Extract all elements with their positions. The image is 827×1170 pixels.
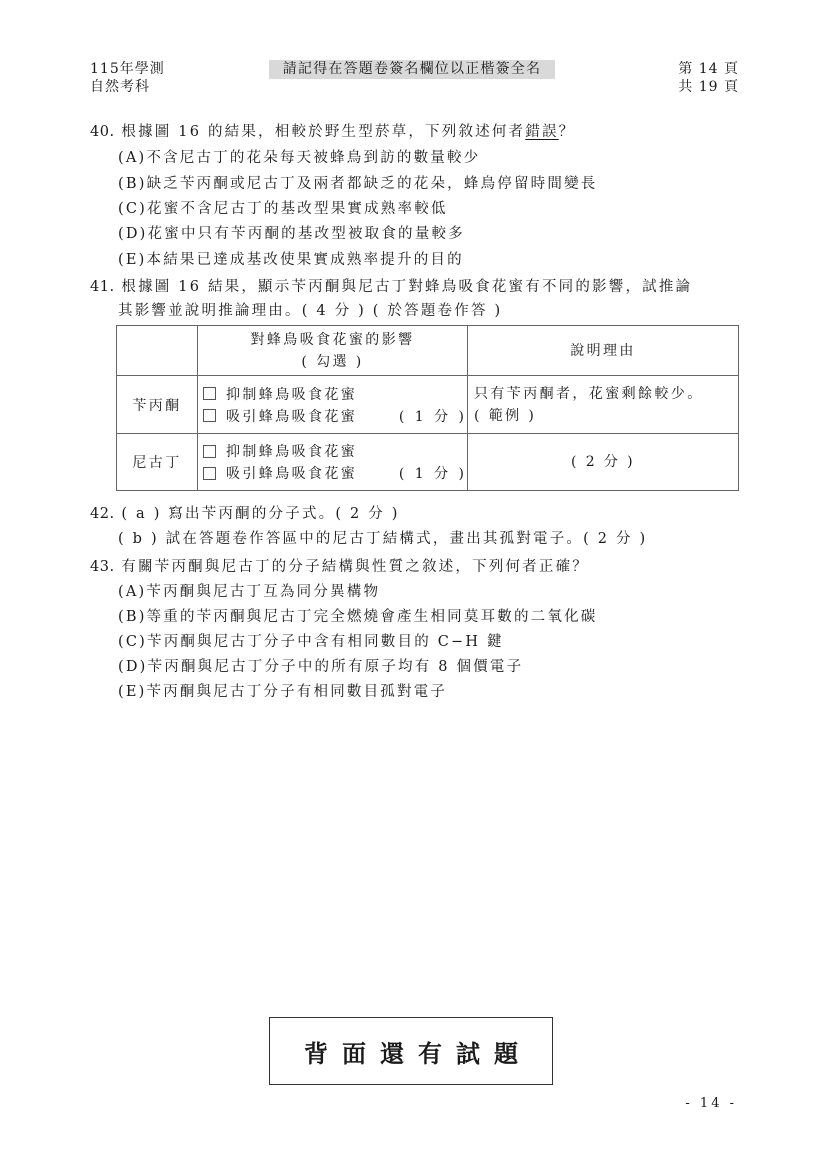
q43-option-a: (A)苄丙酮與尼古丁互為同分異構物 xyxy=(118,584,381,600)
total-pages: 共 19 頁 xyxy=(678,79,739,95)
points-label: ( 1 分 ) xyxy=(398,408,467,425)
reason-cell xyxy=(468,376,739,434)
compound-cell: 尼古丁 xyxy=(117,434,198,491)
choice-inhibit[interactable] xyxy=(198,383,467,405)
effect-choice-cell xyxy=(198,376,468,434)
exam-title: 115年學測 xyxy=(90,61,165,77)
reason-text: 只有苄丙酮者，花蜜剩餘較少。 xyxy=(474,385,704,402)
choice-attract[interactable] xyxy=(198,405,467,427)
question-41-stem xyxy=(90,275,692,299)
question-number: 42. xyxy=(90,506,115,522)
q40-option-b: (B)缺乏苄丙酮或尼古丁及兩者都缺乏的花朵，蜂鳥停留時間變長 xyxy=(118,176,598,192)
question-41-stem-line-2: 其影響並說明推論理由。( 4 分 ) ( 於答題卷作答 ) xyxy=(118,303,503,319)
q43-option-b: (B)等重的苄丙酮與尼古丁完全燃燒會產生相同莫耳數的二氧化碳 xyxy=(118,609,598,625)
q40-option-c: (C)花蜜不含尼古丁的基改型果實成熟率較低 xyxy=(118,201,448,217)
header-reason-cell: 說明理由 xyxy=(468,326,739,376)
table-row xyxy=(117,434,739,491)
table-row xyxy=(117,376,739,434)
reason-cell: ( 2 分 ) xyxy=(468,434,739,491)
question-40-stem xyxy=(90,120,575,144)
exam-subject: 自然考科 xyxy=(90,79,150,95)
checkbox-icon[interactable] xyxy=(203,387,216,400)
exam-header-right xyxy=(678,60,739,96)
table-header-row xyxy=(117,326,739,376)
choice-attract[interactable] xyxy=(198,462,467,484)
reason-example-tag: ( 範例 ) xyxy=(474,407,537,424)
checkbox-icon[interactable] xyxy=(203,409,216,422)
stem-text: 根據圖 16 的結果，相較於野生型菸草，下列敘述何者 xyxy=(121,124,526,140)
more-questions-notice: 背面還有試題 xyxy=(269,1017,553,1085)
choice-label: 抑制蜂鳥吸食花蜜 xyxy=(226,386,358,403)
stem-text: 有關苄丙酮與尼古丁的分子結構與性質之敘述，下列何者正確？ xyxy=(121,559,589,575)
points-label: ( 1 分 ) xyxy=(398,466,467,482)
header-effect-sublabel: ( 勾選 ) xyxy=(301,353,364,370)
exam-header-left xyxy=(90,60,165,96)
header-effect-label: 對蜂鳥吸食花蜜的影響 xyxy=(250,331,415,348)
question-number: 43. xyxy=(90,559,115,575)
checkbox-icon[interactable] xyxy=(203,445,216,458)
q40-option-d: (D)花蜜中只有苄丙酮的基改型被取食的量較多 xyxy=(118,226,465,242)
q40-option-e: (E)本結果已達成基改使果實成熟率提升的目的 xyxy=(118,252,464,268)
q43-option-d: (D)苄丙酮與尼古丁分子中的所有原子均有 8 個價電子 xyxy=(118,659,524,675)
header-blank-cell xyxy=(117,326,198,376)
choice-label: 吸引蜂鳥吸食花蜜 xyxy=(226,466,358,482)
question-42-part-a xyxy=(90,502,400,526)
question-43-stem xyxy=(90,555,589,579)
stem-line-1: 根據圖 16 結果，顯示苄丙酮與尼古丁對蜂鳥吸食花蜜有不同的影響，試推論 xyxy=(121,279,693,295)
question-number: 40. xyxy=(90,124,115,140)
q43-option-e: (E)苄丙酮與尼古丁分子有相同數目孤對電子 xyxy=(118,684,448,700)
question-42-part-b: ( b ) 試在答題卷作答區中的尼古丁結構式，畫出其孤對電子。( 2 分 ) xyxy=(118,531,648,547)
header-effect-cell xyxy=(198,326,468,376)
q40-option-a: (A)不含尼古丁的花朵每天被蜂鳥到訪的數量較少 xyxy=(118,150,481,166)
checkbox-icon[interactable] xyxy=(203,467,216,480)
choice-label: 吸引蜂鳥吸食花蜜 xyxy=(226,408,358,425)
part-a-text: ( a ) 寫出苄丙酮的分子式。( 2 分 ) xyxy=(121,506,400,522)
q43-option-c: (C)苄丙酮與尼古丁分子中含有相同數目的 C−H 鍵 xyxy=(118,634,504,650)
stem-emphasis: 錯誤 xyxy=(525,124,559,140)
effect-choice-cell xyxy=(198,434,468,491)
compound-cell: 苄丙酮 xyxy=(117,376,198,434)
signature-reminder-banner: 請記得在答題卷簽名欄位以正楷簽全名 xyxy=(269,60,555,79)
choice-label: 抑制蜂鳥吸食花蜜 xyxy=(226,444,358,460)
answer-table xyxy=(116,325,739,491)
question-number: 41. xyxy=(90,279,115,295)
choice-inhibit[interactable] xyxy=(198,440,467,462)
page-number: - 14 - xyxy=(685,1096,737,1111)
current-page: 第 14 頁 xyxy=(678,61,739,77)
stem-end: ？ xyxy=(558,124,576,140)
